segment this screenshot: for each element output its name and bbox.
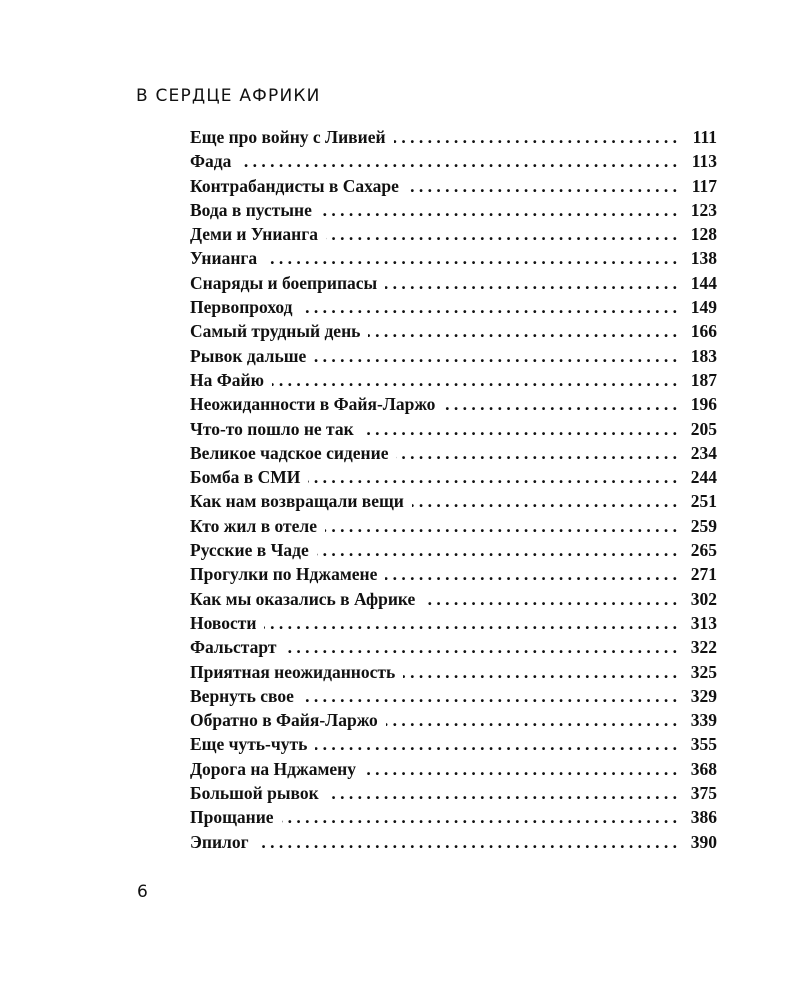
toc-entry-page: 259	[690, 515, 717, 536]
toc-entry	[190, 807, 717, 831]
toc-entry-title: Русские в Чаде	[190, 540, 309, 561]
toc-dot-leader	[284, 637, 677, 658]
toc-dot-leader	[368, 321, 677, 342]
toc-dot-leader	[302, 686, 677, 707]
toc-entry-page: 144	[690, 272, 717, 293]
toc-entry	[190, 248, 717, 272]
running-head: В СЕРДЦЕ АФРИКИ	[136, 86, 321, 106]
toc-dot-leader	[257, 832, 677, 853]
toc-entry-page: 123	[690, 199, 717, 220]
toc-entry-page: 138	[690, 248, 717, 269]
toc-entry	[190, 443, 717, 467]
toc-dot-leader	[326, 224, 677, 245]
toc-entry-title: Прогулки по Нджамене	[190, 564, 378, 585]
toc-dot-leader	[317, 540, 677, 561]
toc-entry-page: 313	[690, 612, 717, 633]
toc-dot-leader	[314, 346, 677, 367]
toc-entry-title: Первопроход	[190, 297, 293, 318]
toc-entry-title: Вода в пустыне	[190, 199, 312, 220]
toc-dot-leader	[327, 783, 677, 804]
toc-entry	[190, 589, 717, 613]
toc-entry-page: 117	[691, 175, 717, 196]
toc-entry-title: Что-то пошло не так	[190, 418, 354, 439]
toc-entry	[190, 613, 717, 637]
toc-entry	[190, 419, 717, 443]
toc-entry	[190, 710, 717, 734]
toc-entry	[190, 564, 717, 588]
toc-entry	[190, 783, 717, 807]
toc-dot-leader	[394, 127, 677, 148]
toc-entry-title: Вернуть свое	[190, 685, 294, 706]
toc-entry	[190, 662, 717, 686]
table-of-contents	[190, 127, 717, 856]
toc-dot-leader	[407, 176, 677, 197]
toc-entry-page: 271	[690, 564, 717, 585]
toc-entry-title: Деми и Униaнга	[190, 224, 318, 245]
toc-entry	[190, 491, 717, 515]
toc-entry-page: 265	[690, 540, 717, 561]
toc-entry-title: Еще чуть-чуть	[190, 734, 308, 755]
toc-dot-leader	[265, 248, 677, 269]
toc-dot-leader	[423, 589, 677, 610]
toc-entry-page: 196	[690, 394, 717, 415]
toc-entry-title: Великое чадское сидение	[190, 442, 389, 463]
toc-dot-leader	[282, 807, 677, 828]
toc-entry	[190, 321, 717, 345]
toc-entry-title: Большой рывок	[190, 783, 319, 804]
toc-entry-title: Новости	[190, 612, 257, 633]
toc-entry	[190, 200, 717, 224]
toc-entry	[190, 540, 717, 564]
toc-entry-title: На Файю	[190, 369, 264, 390]
toc-entry	[190, 273, 717, 297]
toc-dot-leader	[386, 710, 677, 731]
toc-entry-page: 183	[690, 345, 717, 366]
toc-entry	[190, 224, 717, 248]
toc-entry-title: Неожиданности в Файя-Ларжо	[190, 394, 436, 415]
toc-entry	[190, 734, 717, 758]
toc-entry-title: Дорога на Нджамену	[190, 758, 356, 779]
toc-entry-page: 149	[690, 297, 717, 318]
toc-dot-leader	[403, 662, 677, 683]
toc-entry-title: Униaнга	[190, 248, 258, 269]
toc-entry-page: 329	[690, 685, 717, 706]
toc-entry	[190, 346, 717, 370]
toc-entry-title: Фада	[190, 151, 232, 172]
toc-entry-page: 113	[691, 151, 717, 172]
toc-entry-title: Бомба в СМИ	[190, 467, 301, 488]
toc-entry-page: 325	[690, 661, 717, 682]
toc-entry	[190, 832, 717, 856]
toc-entry-page: 368	[690, 758, 717, 779]
toc-entry-page: 244	[690, 467, 717, 488]
toc-dot-leader	[308, 467, 677, 488]
toc-entry-title: Кто жил в отеле	[190, 515, 318, 536]
toc-entry-title: Фальстарт	[190, 637, 277, 658]
toc-entry-page: 111	[692, 127, 717, 147]
toc-entry-page: 322	[690, 637, 717, 658]
toc-dot-leader	[301, 297, 677, 318]
toc-entry-page: 386	[690, 807, 717, 828]
toc-dot-leader	[412, 491, 677, 512]
toc-entry	[190, 297, 717, 321]
toc-entry-title: Самый трудный день	[190, 321, 361, 342]
toc-dot-leader	[325, 516, 677, 537]
page-number: 6	[137, 882, 148, 902]
toc-entry-title: Рывок дальше	[190, 345, 307, 366]
toc-entry	[190, 151, 717, 175]
toc-entry-page: 205	[690, 418, 717, 439]
toc-entry-page: 234	[690, 442, 717, 463]
toc-entry	[190, 759, 717, 783]
toc-dot-leader	[364, 759, 677, 780]
toc-entry-title: Как мы оказались в Африке	[190, 588, 416, 609]
toc-dot-leader	[320, 200, 677, 221]
toc-entry-title: Прощание	[190, 807, 274, 828]
toc-entry-page: 355	[690, 734, 717, 755]
toc-dot-leader	[315, 734, 677, 755]
toc-entry-page: 339	[690, 710, 717, 731]
toc-dot-leader	[272, 370, 677, 391]
toc-entry	[190, 127, 717, 151]
toc-dot-leader	[264, 613, 677, 634]
toc-dot-leader	[362, 419, 677, 440]
toc-entry-title: Как нам возвращали вещи	[190, 491, 404, 512]
toc-entry-page: 166	[690, 321, 717, 342]
toc-entry-page: 302	[690, 588, 717, 609]
toc-entry-page: 251	[690, 491, 717, 512]
toc-entry	[190, 394, 717, 418]
toc-entry-page: 390	[690, 831, 717, 852]
toc-entry	[190, 686, 717, 710]
toc-entry-title: Снаряды и боеприпасы	[190, 272, 378, 293]
toc-entry-title: Приятная неожиданность	[190, 661, 396, 682]
toc-entry-page: 375	[690, 783, 717, 804]
toc-entry	[190, 637, 717, 661]
toc-entry-title: Еще про войну с Ливией	[190, 127, 386, 147]
toc-dot-leader	[239, 151, 677, 172]
toc-entry-page: 128	[690, 224, 717, 245]
toc-entry-title: Эпилог	[190, 831, 249, 852]
toc-dot-leader	[443, 394, 677, 415]
toc-dot-leader	[385, 564, 677, 585]
toc-entry	[190, 370, 717, 394]
toc-entry-title: Контрабандисты в Сахаре	[190, 175, 399, 196]
toc-dot-leader	[385, 273, 677, 294]
toc-entry	[190, 176, 717, 200]
toc-entry	[190, 516, 717, 540]
toc-dot-leader	[396, 443, 677, 464]
toc-entry	[190, 467, 717, 491]
toc-entry-page: 187	[690, 369, 717, 390]
toc-entry-title: Обратно в Файя-Ларжо	[190, 710, 378, 731]
